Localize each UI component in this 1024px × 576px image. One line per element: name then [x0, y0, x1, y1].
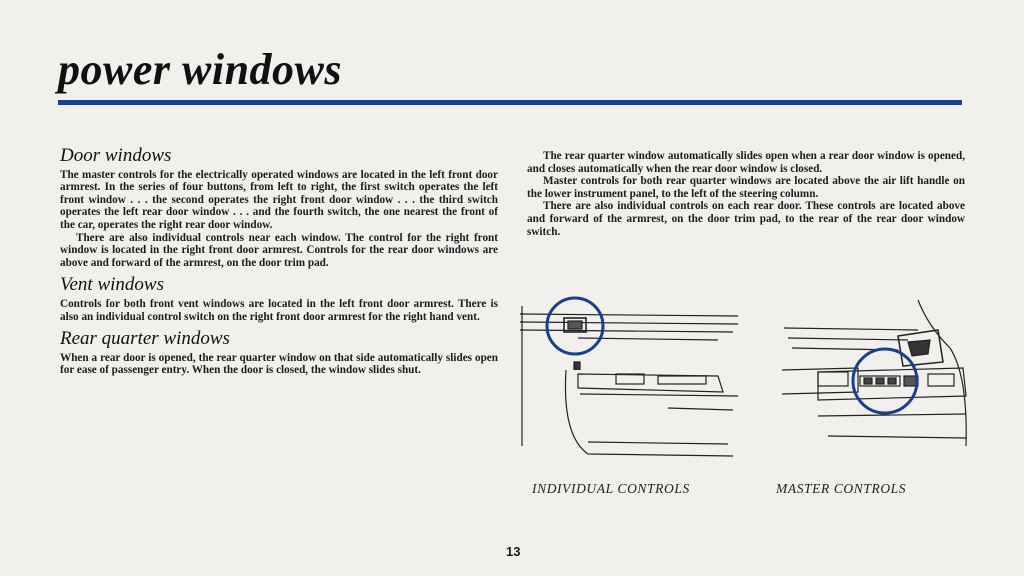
page-title: power windows — [58, 45, 343, 94]
master-controls-illustration — [778, 296, 974, 456]
right-paragraph-2: Master controls for both rear quarter windows are located above the air lift handle on the lower instrument panel, to the left of the steering column. — [527, 175, 965, 200]
title-rule — [58, 100, 962, 105]
right-column — [527, 150, 965, 238]
right-paragraph-1: The rear quarter window automatically slides open when a rear door window is opened, and closes automatically when the rear door window is closed. — [527, 150, 965, 175]
door-windows-paragraph-1: The master controls for the electrically operated windows are located in the left front door armrest. In the series of four buttons, from left to right, the first switch operates the left front window . . . the second operates the right front door window . . . the third switch operates the left rear door window . . . and the fourth switch, the one nearest the front of the car, operates the right rear door window. — [60, 168, 498, 231]
left-column — [60, 145, 498, 377]
heading-rear-quarter-windows: Rear quarter windows — [60, 328, 230, 350]
heading-vent-windows: Vent windows — [60, 274, 164, 296]
heading-door-windows: Door windows — [60, 145, 172, 166]
caption-individual-controls: INDIVIDUAL CONTROLS — [532, 481, 690, 496]
individual-controls-illustration — [518, 296, 748, 471]
caption-master-controls: MASTER CONTROLS — [776, 481, 907, 496]
rear-quarter-paragraph: When a rear door is opened, the rear quarter window on that side automatically slides open for ease of passenger entry. When the door is closed, the window slides shut. — [60, 351, 498, 377]
right-paragraph-3: There are also individual controls on each rear door. These controls are located above and forward of the armrest, on the door trim pad, to the rear of the rear door window switch. — [527, 200, 965, 238]
vent-windows-paragraph: Controls for both front vent windows are located in the left front door armrest. There is also an individual control switch on the right front door armrest for the right hand vent. — [60, 297, 498, 323]
door-windows-paragraph-2: There are also individual controls near each window. The control for the right front window is located in the right front door armrest. Controls for the rear door windows are above and forward of the armrest, on the door trim pad. — [60, 231, 498, 269]
page-number: 13 — [506, 544, 521, 559]
